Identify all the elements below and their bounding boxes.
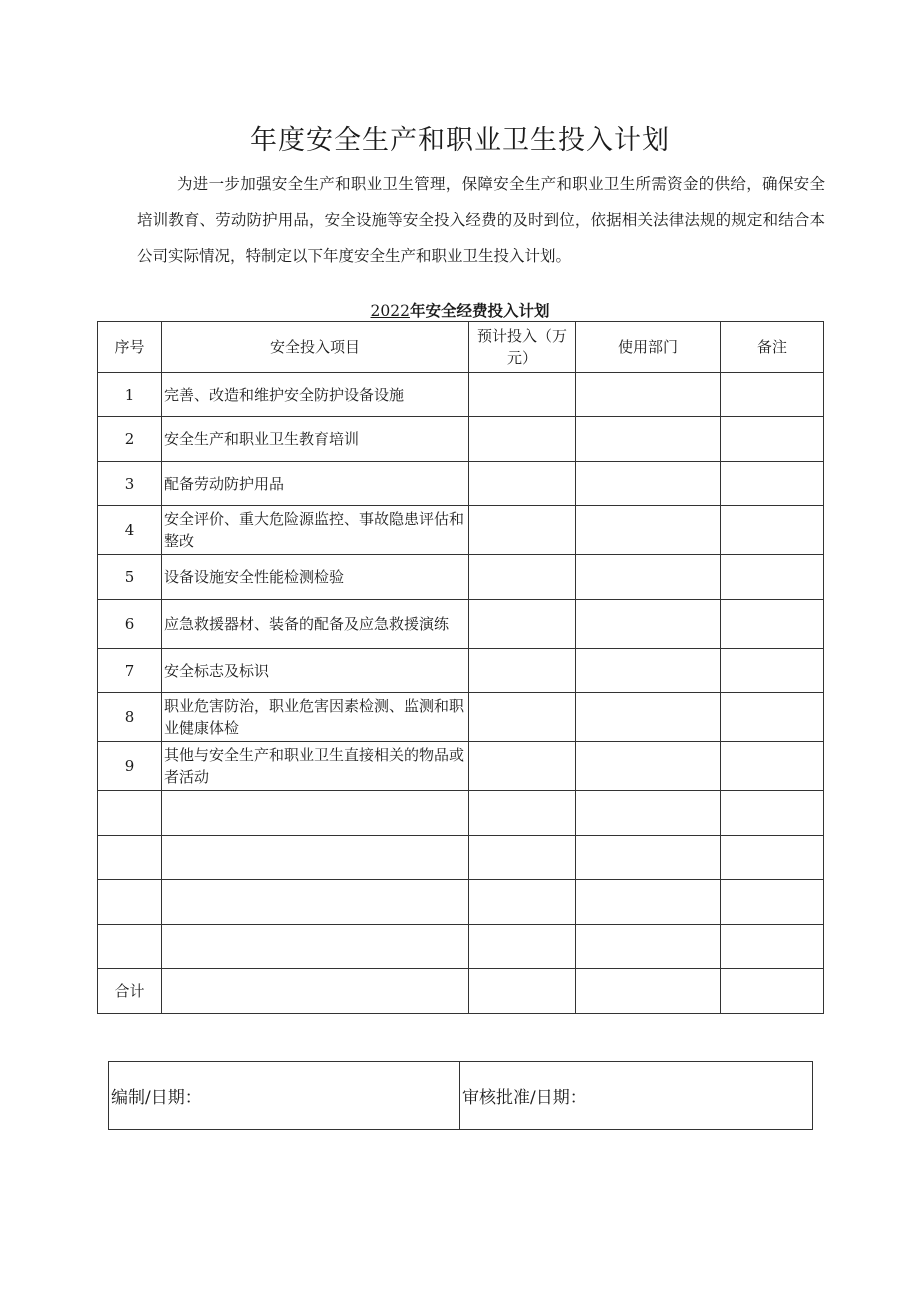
empty-row: [98, 925, 824, 969]
table-row: [98, 742, 824, 791]
table-row: [98, 417, 824, 462]
row-item: 职业危害防治，职业危害因素检测、监测和职业健康体检: [162, 693, 469, 742]
row-item: 配备劳动防护用品: [162, 462, 469, 506]
remark-cell: [721, 462, 824, 506]
row-no: 2: [98, 417, 162, 462]
row-no: 8: [98, 693, 162, 742]
remark-cell: [721, 506, 824, 555]
table-row: [98, 506, 824, 555]
budget-cell: [469, 555, 576, 600]
approved-by-date: 审核批准/日期：: [460, 1062, 813, 1130]
dept-cell: [576, 600, 721, 649]
budget-cell: [469, 373, 576, 417]
header-dept: 使用部门: [576, 322, 721, 373]
empty-row: [98, 791, 824, 836]
header-budget: 预计投入（万元）: [469, 322, 576, 373]
header-item: 安全投入项目: [162, 322, 469, 373]
row-no: 3: [98, 462, 162, 506]
remark-cell: [721, 693, 824, 742]
dept-cell: [576, 506, 721, 555]
header-remark: 备注: [721, 322, 824, 373]
total-dept-cell: [576, 969, 721, 1014]
row-no: 9: [98, 742, 162, 791]
dept-cell: [576, 693, 721, 742]
budget-cell: [469, 693, 576, 742]
table-title: [0, 299, 920, 321]
row-no: 7: [98, 649, 162, 693]
row-item: 安全评价、重大危险源监控、事故隐患评估和整改: [162, 506, 469, 555]
table-row: [98, 462, 824, 506]
dept-cell: [576, 649, 721, 693]
signoff-table: [108, 1061, 813, 1130]
remark-cell: [721, 649, 824, 693]
intro-paragraph: 为进一步加强安全生产和职业卫生管理，保障安全生产和职业卫生所需资金的供给，确保安全培训教育、劳动防护用品，安全设施等安全投入经费的及时到位，依据相关法律法规的规定和结合本公司实际情况，特制定以下年度安全生产和职业卫生投入计划。: [137, 175, 825, 265]
row-no: 4: [98, 506, 162, 555]
row-item: 应急救援器材、装备的配备及应急救援演练: [162, 600, 469, 649]
page-title: 年度安全生产和职业卫生投入计划: [250, 125, 670, 156]
row-item: 设备设施安全性能检测检验: [162, 555, 469, 600]
total-row: [98, 969, 824, 1014]
table-header-row: [98, 322, 824, 373]
budget-cell: [469, 462, 576, 506]
row-no: 5: [98, 555, 162, 600]
total-item-cell: [162, 969, 469, 1014]
dept-cell: [576, 462, 721, 506]
empty-row: [98, 836, 824, 880]
table-row: [98, 555, 824, 600]
row-no: 1: [98, 373, 162, 417]
budget-cell: [469, 600, 576, 649]
table-title-year: 2022: [370, 302, 410, 320]
table-row: [98, 373, 824, 417]
row-item: 其他与安全生产和职业卫生直接相关的物品或者活动: [162, 742, 469, 791]
prepared-by-date: 编制/日期：: [109, 1062, 460, 1130]
header-no: 序号: [98, 322, 162, 373]
table-row: [98, 693, 824, 742]
total-remark-cell: [721, 969, 824, 1014]
remark-cell: [721, 373, 824, 417]
remark-cell: [721, 555, 824, 600]
empty-row: [98, 880, 824, 925]
remark-cell: [721, 600, 824, 649]
table-title-text: 年安全经费投入计划: [409, 301, 550, 320]
row-item: 安全生产和职业卫生教育培训: [162, 417, 469, 462]
table-row: [98, 600, 824, 649]
table-row: [98, 649, 824, 693]
row-item: 安全标志及标识: [162, 649, 469, 693]
investment-plan-table: [97, 321, 824, 1014]
dept-cell: [576, 555, 721, 600]
dept-cell: [576, 742, 721, 791]
budget-cell: [469, 506, 576, 555]
budget-cell: [469, 649, 576, 693]
budget-cell: [469, 417, 576, 462]
row-item: 完善、改造和维护安全防护设备设施: [162, 373, 469, 417]
total-budget-cell: [469, 969, 576, 1014]
dept-cell: [576, 373, 721, 417]
remark-cell: [721, 742, 824, 791]
budget-cell: [469, 742, 576, 791]
remark-cell: [721, 417, 824, 462]
dept-cell: [576, 417, 721, 462]
total-label: 合计: [98, 969, 162, 1014]
row-no: 6: [98, 600, 162, 649]
